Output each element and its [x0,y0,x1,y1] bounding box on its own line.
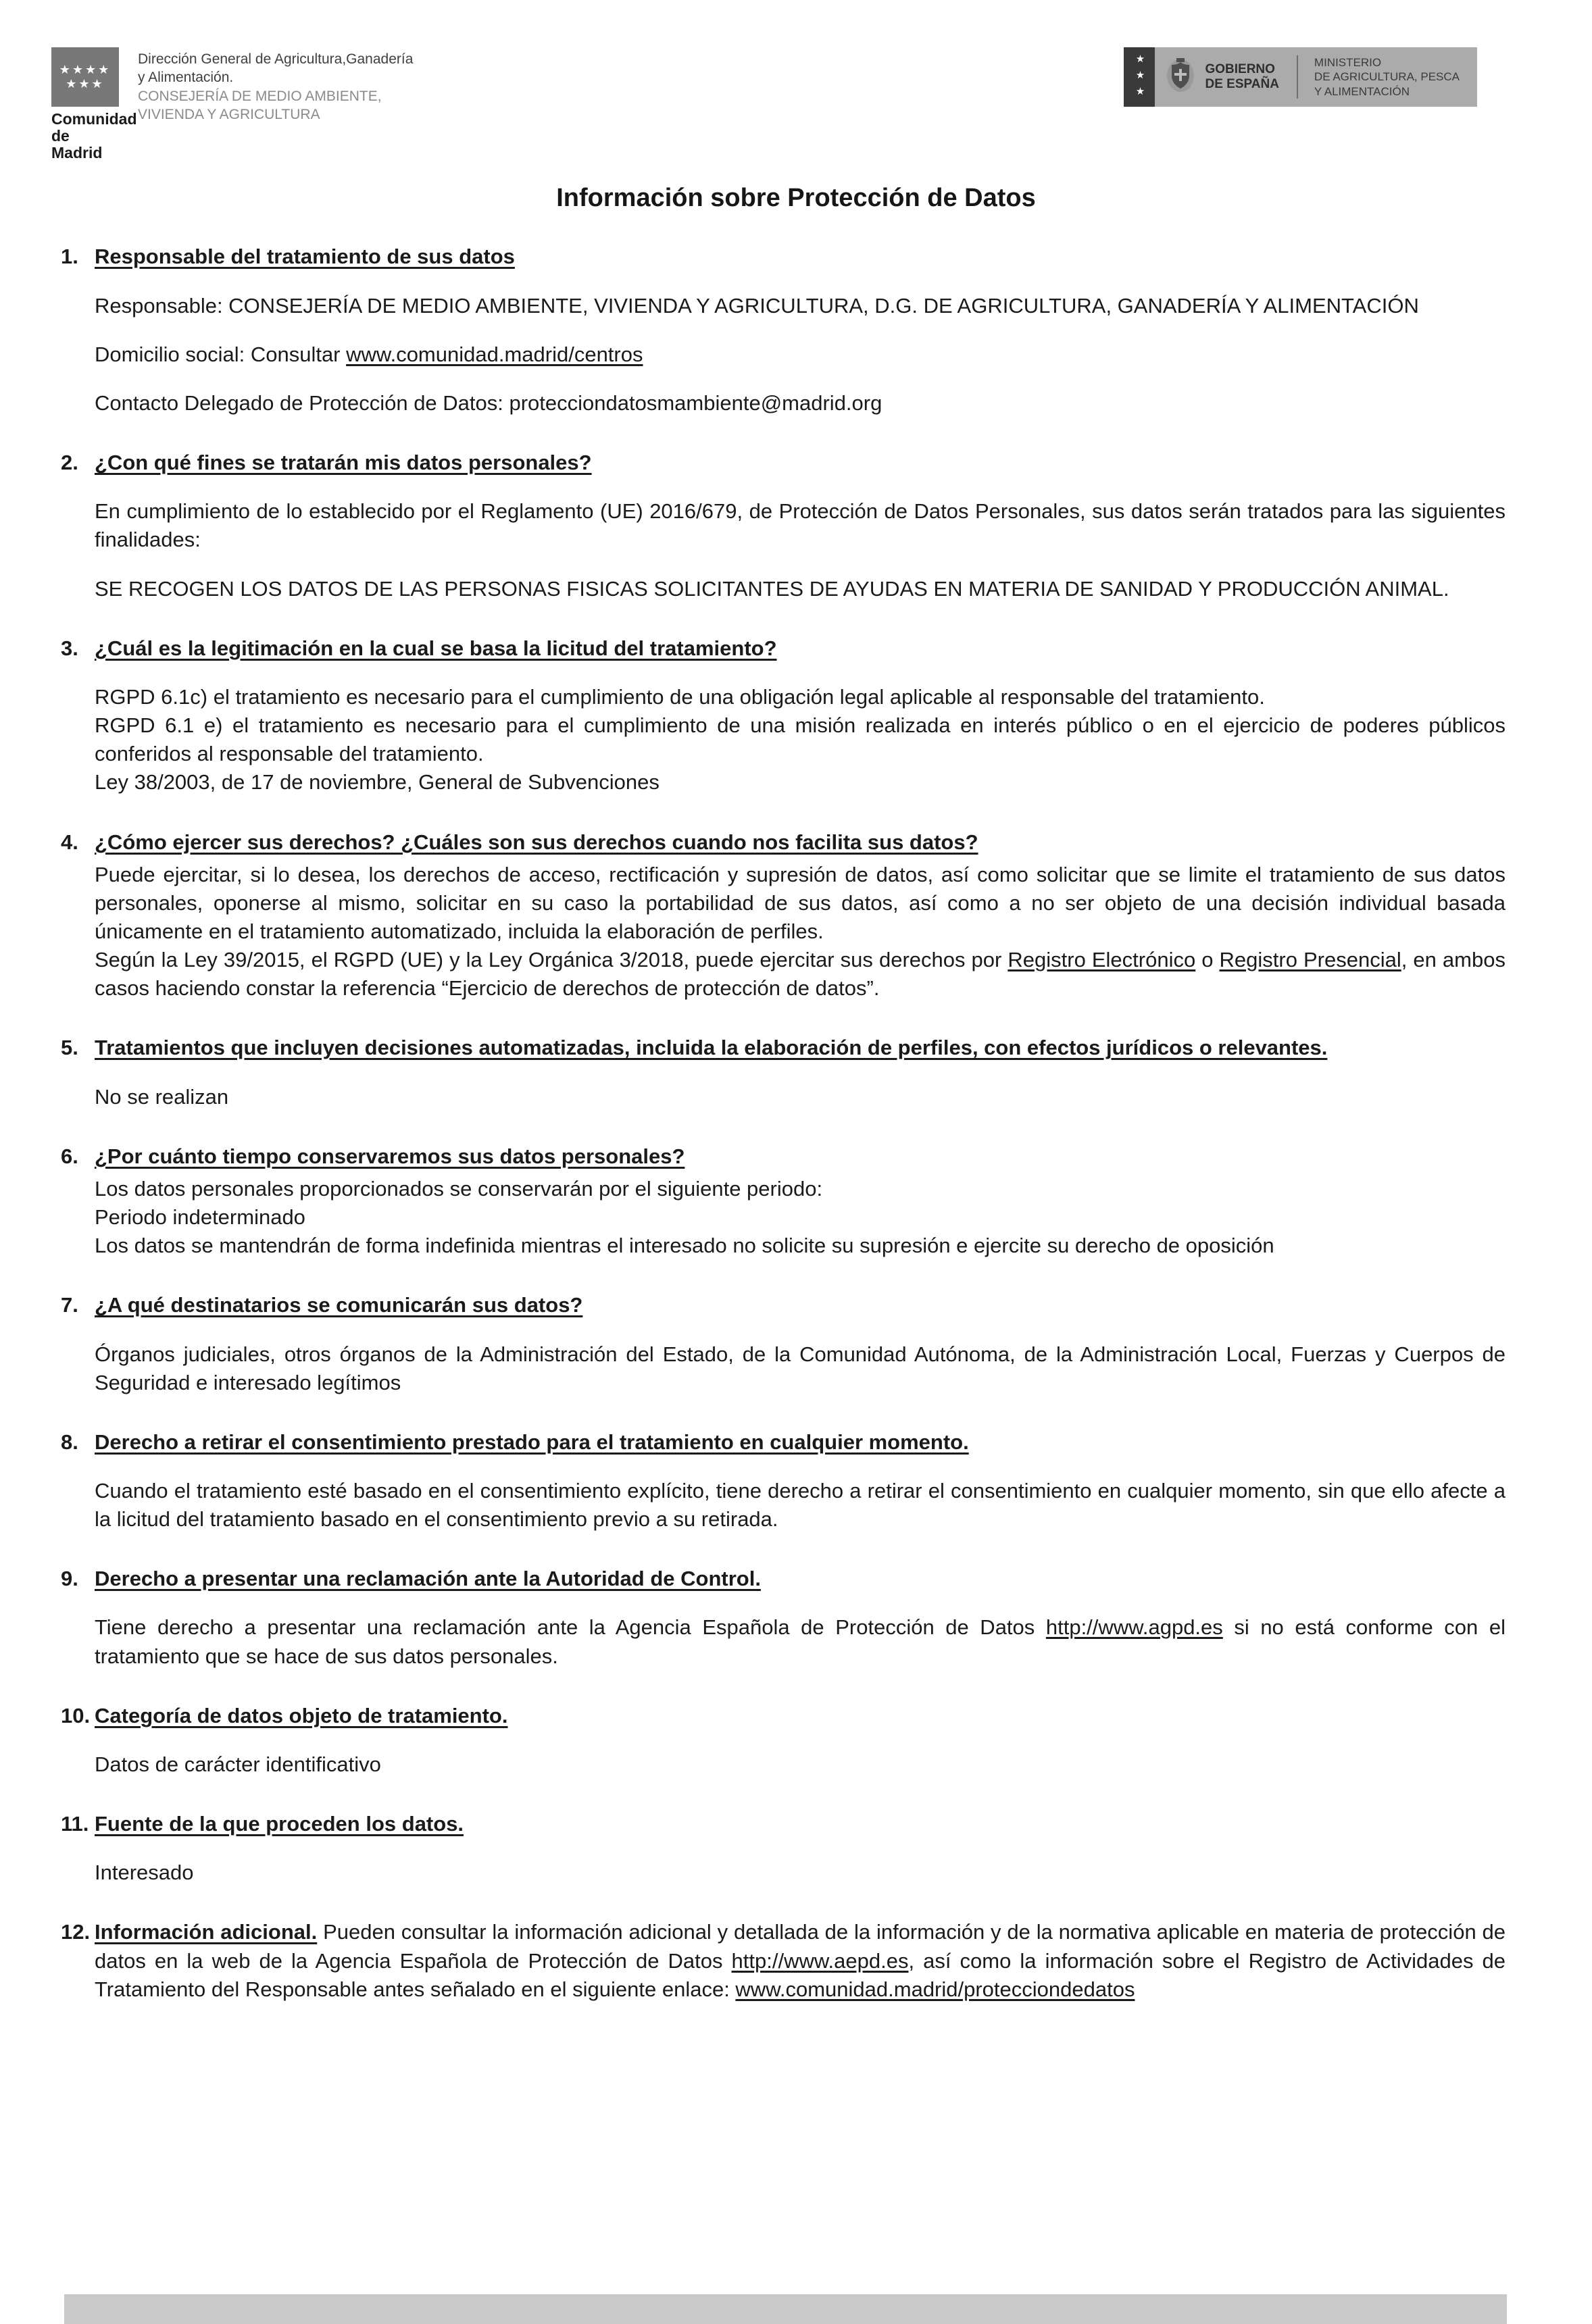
section-body [95,1428,1506,1534]
section-number: 2. [61,451,78,475]
section [61,1142,1506,1261]
section-heading: Información adicional. [95,1920,318,1944]
text-segment: RGPD 6.1c) el tratamiento es necesario para el cumplimiento de una obligación legal aplicable al responsable del tratamiento. [95,684,1265,709]
link[interactable]: www.comunidad.madrid/centros [346,342,643,366]
section-heading-line [95,243,1506,271]
comunidad-label-line2: de Madrid [51,126,103,161]
spain-flag-icon [1124,47,1155,107]
paragraph [95,1203,1506,1232]
paragraph [95,1175,1506,1203]
section [61,243,1506,418]
section-body [95,828,1506,1003]
paragraph [95,1340,1506,1397]
section-heading: ¿Por cuánto tiempo conservaremos sus datos personales? [95,1144,685,1168]
ministry-line1: MINISTERIO [1314,56,1382,70]
ministry-label [1314,55,1460,99]
section-heading-line [95,1034,1506,1062]
section [61,828,1506,1003]
text-segment: Interesado [95,1861,194,1885]
section-heading: Derecho a retirar el consentimiento prestado para el tratamiento en cualquier momento. [95,1430,969,1454]
text-segment: Pueden consultar la información adicional y detallada de la información y de la normativa aplicable en materia de protección de datos en la web de la Agencia Española de Protección de Datos [95,1920,1506,1973]
section-heading-line [95,828,1506,857]
paragraph [95,683,1506,711]
section [61,1918,1506,2003]
section-body [95,1142,1506,1261]
section-body [95,1702,1506,1779]
madrid-stars-icon [59,63,111,91]
text-segment: Según la Ley 39/2015, el RGPD (UE) y la Ley Orgánica 3/2018, puede ejercitar sus derechos por [95,948,1008,972]
section-heading-line [95,1291,1506,1319]
paragraph [95,1083,1506,1111]
section-number: 9. [61,1567,78,1591]
paragraph [95,340,1506,369]
section-number: 3. [61,636,78,660]
link[interactable]: www.comunidad.madrid/protecciondedatos [735,1977,1135,2001]
section-body [95,1810,1506,1887]
logo-divider [1297,55,1298,99]
link[interactable]: Registro Electrónico [1008,948,1196,972]
paragraph [95,575,1506,603]
section-body [95,243,1506,418]
paragraph [95,1232,1506,1260]
section-body [95,634,1506,797]
page-title: Información sobre Protección de Datos [556,184,1036,213]
section-number: 11. [61,1812,89,1836]
section-number: 4. [61,830,78,854]
department-line3: CONSEJERÍA DE MEDIO AMBIENTE, [138,88,382,104]
section-heading: Responsable del tratamiento de sus datos [95,245,515,269]
gobierno-line2: DE ESPAÑA [1205,77,1279,91]
text-segment: En cumplimiento de lo establecido por el Reglamento (UE) 2016/679, de Protección de Datos Personales, sus datos serán tratados para las siguientes finalidades: [95,499,1506,552]
section [61,1702,1506,1779]
paragraph [95,1477,1506,1534]
section-heading-line [95,1810,1506,1838]
section-heading-line [95,1565,1506,1593]
section-number: 12. [61,1920,91,1944]
section [61,634,1506,797]
section-number: 1. [61,245,78,269]
paragraph [95,861,1506,946]
link[interactable]: http://www.aepd.es [731,1948,909,1973]
section-body [95,1918,1506,2003]
text-segment: Puede ejercitar, si lo desea, los derechos de acceso, rectificación y supresión de datos, así como solicitar que se limite el tratamiento de sus datos personales, oponerse al mismo, solicitar en su caso la portabilidad de sus datos, así como a no ser objeto de una decisión individual basada únicamente en el tratamiento automatizado, incluida la elaboración de perfiles. [95,862,1506,943]
section-number: 7. [61,1293,78,1317]
text-segment: Datos de carácter identificativo [95,1752,381,1776]
text-segment: RGPD 6.1 e) el tratamiento es necesario para el cumplimiento de una misión realizada en interés público o en el ejercicio de poderes públicos conferidos al responsable del tratamiento. [95,713,1506,766]
gobierno-line1: GOBIERNO [1205,61,1275,76]
coat-of-arms-icon [1166,57,1195,98]
department-text [138,50,413,161]
madrid-stars-row1: ★★★★ [59,63,111,77]
section [61,1565,1506,1670]
flag-stars-icon: ★★★ [1134,53,1146,101]
paragraph [95,497,1506,554]
section-heading-line [95,1142,1506,1171]
text-segment: Órganos judiciales, otros órganos de la Administración del Estado, de la Comunidad Autónoma, de la Administración Local, Fuerzas y Cuerpos de Seguridad e interesado legítimos [95,1342,1506,1394]
paragraph [95,1613,1506,1670]
paragraph [95,389,1506,418]
ministry-line3: Y ALIMENTACIÓN [1314,84,1410,98]
section-heading: ¿Cómo ejercer sus derechos? ¿Cuáles son sus derechos cuando nos facilita sus datos? [95,830,978,854]
text-segment: Domicilio social: Consultar [95,342,347,366]
ministry-line2: DE AGRICULTURA, PESCA [1314,70,1460,84]
text-segment: SE RECOGEN LOS DATOS DE LAS PERSONAS FISICAS SOLICITANTES DE AYUDAS EN MATERIA DE SANIDAD Y PRODUCCIÓN ANIMAL. [95,576,1449,601]
section [61,1034,1506,1111]
link[interactable]: Registro Presencial [1219,948,1401,972]
section-number: 8. [61,1430,78,1454]
gobierno-espana-label [1205,62,1278,93]
section [61,1810,1506,1887]
text-segment: Cuando el tratamiento esté basado en el consentimiento explícito, tiene derecho a retirar el consentimiento en cualquier momento, sin que ello afecte a la licitud del tratamiento basado en el consentimiento previo a su retirada. [95,1479,1506,1532]
comunidad-madrid-logo [51,47,137,161]
section-body [95,1291,1506,1396]
comunidad-label-line1: Comunidad [51,110,137,128]
section-heading: ¿Con qué fines se tratarán mis datos personales? [95,451,592,475]
paragraph [95,1859,1506,1887]
paragraph [95,768,1506,797]
section-heading: ¿Cuál es la legitimación en la cual se basa la licitud del tratamiento? [95,636,777,660]
text-segment: Periodo indeterminado [95,1205,305,1230]
section-heading: Derecho a presentar una reclamación ante la Autoridad de Control. [95,1567,761,1591]
section-heading: Fuente de la que proceden los datos. [95,1812,464,1836]
comunidad-madrid-label [51,110,137,161]
header [0,0,1592,161]
section-heading-line [95,1428,1506,1457]
text-segment: si no está conforme con el tratamiento que se hace de sus datos personales. [95,1615,1506,1668]
gobierno-espana-logo [1124,47,1477,107]
section [61,1291,1506,1396]
text-segment: No se realizan [95,1084,229,1109]
text-segment: Responsable: CONSEJERÍA DE MEDIO AMBIENTE, VIVIENDA Y AGRICULTURA, D.G. DE AGRICULTURA, GANADERÍA Y ALIMENTACIÓN [95,293,1419,318]
section [61,1428,1506,1534]
section-heading: ¿A qué destinatarios se comunicarán sus datos? [95,1293,583,1317]
section-body [95,449,1506,603]
section-number: 5. [61,1036,78,1060]
madrid-stars-row2: ★★★ [66,77,105,91]
link[interactable]: http://www.agpd.es [1045,1615,1223,1640]
text-segment: , así como la información sobre el Registro de Actividades de Tratamiento del Responsable antes señalado en el siguiente enlace: [95,1948,1506,2001]
madrid-flag-box [51,47,119,107]
department-line4: VIVIENDA Y AGRICULTURA [138,106,320,122]
section-body [95,1034,1506,1111]
paragraph [95,1750,1506,1779]
section-heading-line [95,1702,1506,1730]
comunidad-madrid-brand [51,47,413,161]
text-segment: Los datos se mantendrán de forma indefinida mientras el interesado no solicite su supresión e ejercite su derecho de oposición [95,1234,1274,1258]
footer-bar [64,2294,1507,2324]
section-body [95,1565,1506,1670]
department-line2: y Alimentación. [138,70,234,86]
section-number: 6. [61,1144,78,1168]
paragraph [95,711,1506,768]
section-heading-line [95,634,1506,663]
paragraph [95,946,1506,1003]
paragraph [95,292,1506,320]
text-segment: Contacto Delegado de Protección de Datos: protecciondatosmambiente@madrid.org [95,390,882,415]
section-heading-line [95,449,1506,477]
text-segment: Tiene derecho a presentar una reclamación ante la Agencia Española de Protección de Datos [95,1615,1046,1640]
section-heading: Tratamientos que incluyen decisiones automatizadas, incluida la elaboración de perfiles, con efectos jurídicos o relevantes. [95,1036,1328,1060]
sections-list [0,243,1592,2003]
paragraph [95,1918,1506,2003]
text-segment: , en ambos casos haciendo constar la referencia “Ejercicio de derechos de protección de datos”. [95,948,1506,1001]
text-segment: Ley 38/2003, de 17 de noviembre, General de Subvenciones [95,770,660,794]
text-segment: Los datos personales proporcionados se conservarán por el siguiente periodo: [95,1176,823,1201]
section-heading: Categoría de datos objeto de tratamiento. [95,1703,508,1727]
section [61,449,1506,603]
department-line1: Dirección General de Agricultura,Ganadería [138,51,414,67]
section-number: 10. [61,1703,91,1727]
text-segment: o [1195,948,1220,972]
